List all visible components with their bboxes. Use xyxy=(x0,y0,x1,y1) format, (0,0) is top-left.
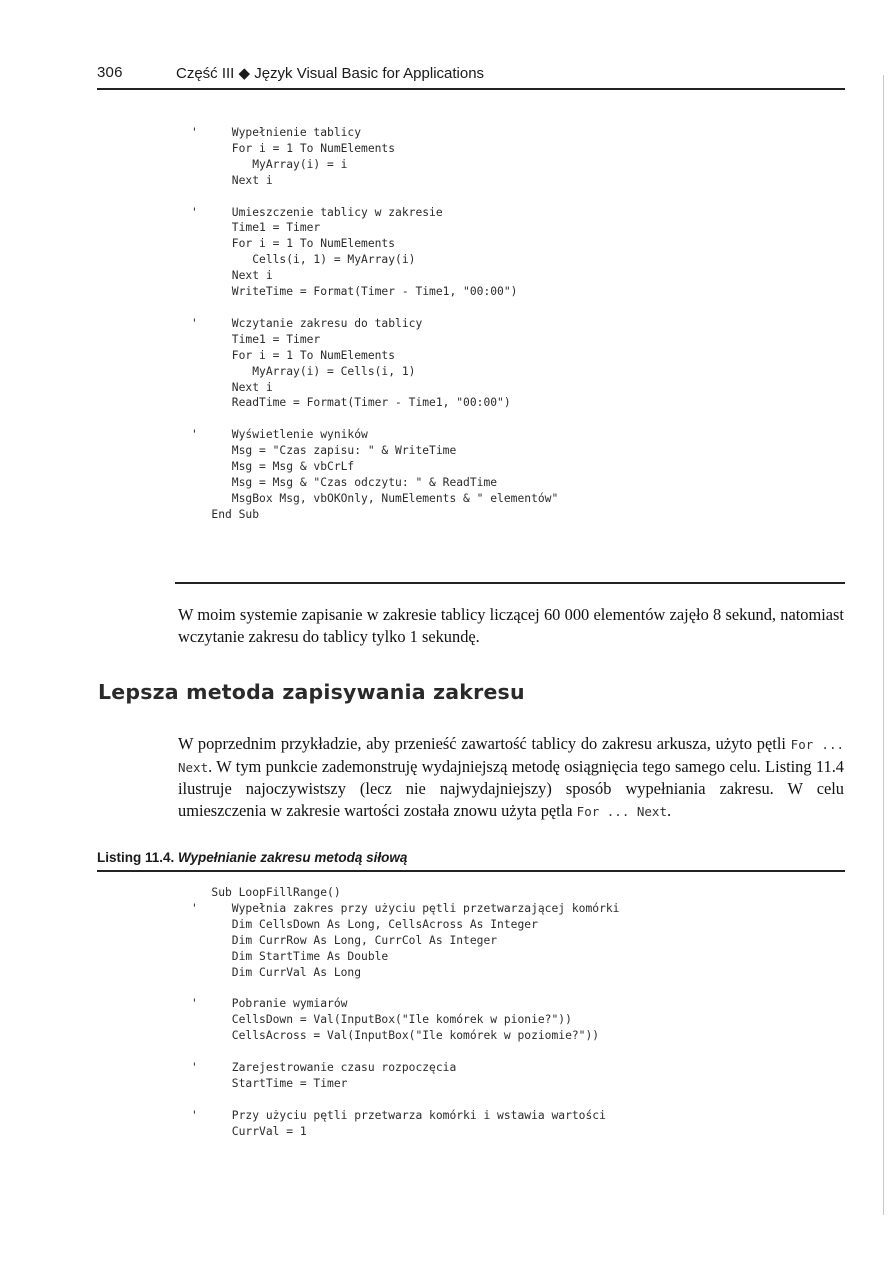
code-line: Next i xyxy=(191,380,273,394)
paragraph-text: W poprzednim przykładzie, aby przenieść zawartość tablicy do zakresu arkusza, użyto pętli xyxy=(178,734,791,753)
code-line: WriteTime = Format(Timer - Time1, "00:00") xyxy=(191,285,518,299)
section-heading: Lepsza metoda zapisywania zakresu xyxy=(98,680,525,704)
code-line: Msg = Msg & vbCrLf xyxy=(191,460,355,474)
code-line: MyArray(i) = Cells(i, 1) xyxy=(191,364,416,378)
code-line: ' Wczytanie zakresu do tablicy xyxy=(191,316,423,330)
code-line: For i = 1 To NumElements xyxy=(191,348,396,362)
code-block-1 xyxy=(191,125,558,523)
code-end-rule xyxy=(175,582,845,584)
code-line: Dim CellsDown As Long, CellsAcross As Integer xyxy=(191,917,538,931)
code-line: ' Umieszczenie tablicy w zakresie xyxy=(191,205,443,219)
code-line: Dim CurrVal As Long xyxy=(191,965,362,979)
code-line: StartTime = Timer xyxy=(191,1076,348,1090)
code-line: ' Wypełnienie tablicy xyxy=(191,126,362,139)
code-line: End Sub xyxy=(191,507,260,521)
scan-edge-line xyxy=(883,75,884,1215)
listing-rule xyxy=(97,870,845,872)
code-line: Next i xyxy=(191,173,273,187)
code-line: Sub LoopFillRange() xyxy=(191,886,341,899)
running-head: Część III ◆ Język Visual Basic for Applications xyxy=(176,65,485,82)
code-line: Dim StartTime As Double xyxy=(191,949,389,963)
code-line: CellsDown = Val(InputBox("Ile komórek w pionie?")) xyxy=(191,1013,572,1027)
code-line: CurrVal = 1 xyxy=(191,1124,307,1138)
page-header xyxy=(97,64,845,92)
code-line: For i = 1 To NumElements xyxy=(191,141,396,155)
code-line: Msg = "Czas zapisu: " & WriteTime xyxy=(191,444,457,458)
code-line: MsgBox Msg, vbOKOnly, NumElements & " elementów" xyxy=(191,491,559,505)
code-line: ' Pobranie wymiarów xyxy=(191,997,348,1011)
code-line: Dim CurrRow As Long, CurrCol As Integer xyxy=(191,933,498,947)
paragraph-results: W moim systemie zapisanie w zakresie tablicy liczącej 60 000 elementów zajęło 8 sekund, natomiast wczytanie zakresu do tablicy tylko 1 sekundę. xyxy=(178,605,844,646)
paragraph-intro xyxy=(178,733,844,822)
header-rule xyxy=(97,88,845,90)
code-line: MyArray(i) = i xyxy=(191,157,348,171)
code-line: Time1 = Timer xyxy=(191,332,321,346)
code-line: For i = 1 To NumElements xyxy=(191,237,396,251)
code-line: ' Wyświetlenie wyników xyxy=(191,428,368,442)
code-line: ' Wypełnia zakres przy użyciu pętli przetwarzającej komórki xyxy=(191,901,620,915)
code-line: Next i xyxy=(191,269,273,283)
code-block-2 xyxy=(191,885,619,1140)
code-line: Time1 = Timer xyxy=(191,221,321,235)
paragraph-text: . W tym punkcie zademonstruję wydajniejszą metodę osiągnięcia tego samego celu. Listing 11.4 ilustruje najoczywistszy (lecz nie najwydajniejszy) sposób wypełniania zakresu. W celu umieszczenia w zakresie wartości została znowu użyta pętla xyxy=(178,756,844,820)
code-line: ReadTime = Format(Timer - Time1, "00:00") xyxy=(191,396,511,410)
inline-code: For ... Next xyxy=(576,803,667,819)
code-line: ' Zarejestrowanie czasu rozpoczęcia xyxy=(191,1060,457,1074)
listing-title: Wypełnianie zakresu metodą siłową xyxy=(178,850,408,865)
inline-code: For ... Next xyxy=(178,737,844,775)
code-line: Msg = Msg & "Czas odczytu: " & ReadTime xyxy=(191,475,498,489)
page-number: 306 xyxy=(97,64,123,81)
paragraph-text: . xyxy=(666,800,672,820)
listing-caption xyxy=(97,850,845,874)
listing-label: Listing 11.4. xyxy=(97,850,175,865)
code-line: ' Przy użyciu pętli przetwarza komórki i wstawia wartości xyxy=(191,1108,606,1122)
code-line: CellsAcross = Val(InputBox("Ile komórek w poziomie?")) xyxy=(191,1029,600,1043)
code-line: Cells(i, 1) = MyArray(i) xyxy=(191,253,416,267)
